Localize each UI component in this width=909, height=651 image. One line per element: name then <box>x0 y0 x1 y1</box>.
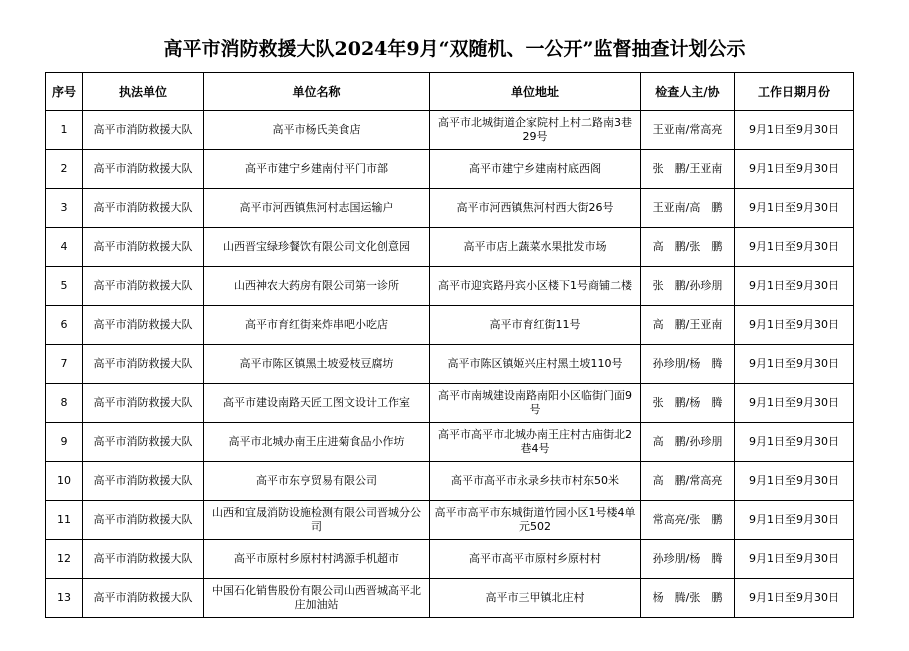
cell-address: 高平市育红街11号 <box>430 306 641 345</box>
cell-address: 高平市店上蔬菜水果批发市场 <box>430 228 641 267</box>
cell-inspector: 张 鹏/孙珍朋 <box>641 267 735 306</box>
table-row <box>46 150 854 189</box>
table-row <box>46 501 854 540</box>
cell-seq: 4 <box>46 228 83 267</box>
cell-seq: 8 <box>46 384 83 423</box>
cell-inspector: 张 鹏/杨 腾 <box>641 384 735 423</box>
cell-inspector: 高 鹏/常高亮 <box>641 462 735 501</box>
cell-inspector: 王亚南/常高亮 <box>641 111 735 150</box>
cell-name: 高平市建宁乡建南付平门市部 <box>204 150 430 189</box>
cell-unit: 高平市消防救援大队 <box>83 189 204 228</box>
cell-unit: 高平市消防救援大队 <box>83 228 204 267</box>
cell-seq: 7 <box>46 345 83 384</box>
inspection-plan-table <box>45 72 854 618</box>
cell-seq: 2 <box>46 150 83 189</box>
cell-unit: 高平市消防救援大队 <box>83 462 204 501</box>
cell-unit: 高平市消防救援大队 <box>83 150 204 189</box>
table-row <box>46 423 854 462</box>
cell-address: 高平市高平市北城办南王庄村古庙街北2巷4号 <box>430 423 641 462</box>
page-title: 高平市消防救援大队2024年9月“双随机、一公开”监督抽查计划公示 <box>163 38 746 60</box>
cell-inspector: 高 鹏/张 鹏 <box>641 228 735 267</box>
cell-address: 高平市高平市永录乡扶市村东50米 <box>430 462 641 501</box>
cell-unit: 高平市消防救援大队 <box>83 306 204 345</box>
cell-address: 高平市南城建设南路南阳小区临街门面9号 <box>430 384 641 423</box>
cell-unit: 高平市消防救援大队 <box>83 423 204 462</box>
cell-period: 9月1日至9月30日 <box>735 150 854 189</box>
cell-period: 9月1日至9月30日 <box>735 384 854 423</box>
cell-seq: 13 <box>46 579 83 618</box>
cell-address: 高平市迎宾路丹宾小区楼下1号商铺二楼 <box>430 267 641 306</box>
cell-period: 9月1日至9月30日 <box>735 111 854 150</box>
header-period: 工作日期月份 <box>735 73 854 111</box>
cell-name: 山西神农大药房有限公司第一诊所 <box>204 267 430 306</box>
cell-address: 高平市建宁乡建南村底西阁 <box>430 150 641 189</box>
cell-inspector: 王亚南/高 鹏 <box>641 189 735 228</box>
cell-address: 高平市三甲镇北庄村 <box>430 579 641 618</box>
table-row <box>46 111 854 150</box>
header-name: 单位名称 <box>204 73 430 111</box>
table-row <box>46 345 854 384</box>
cell-period: 9月1日至9月30日 <box>735 189 854 228</box>
table-row <box>46 384 854 423</box>
table-row <box>46 228 854 267</box>
cell-unit: 高平市消防救援大队 <box>83 540 204 579</box>
header-seq: 序号 <box>46 73 83 111</box>
table-row <box>46 267 854 306</box>
cell-name: 高平市北城办南王庄进菊食品小作坊 <box>204 423 430 462</box>
cell-name: 高平市建设南路天匠工图文设计工作室 <box>204 384 430 423</box>
cell-period: 9月1日至9月30日 <box>735 462 854 501</box>
header-inspector: 检查人主/协 <box>641 73 735 111</box>
cell-seq: 12 <box>46 540 83 579</box>
table-row <box>46 579 854 618</box>
cell-address: 高平市河西镇焦河村西大街26号 <box>430 189 641 228</box>
cell-address: 高平市高平市原村乡原村村 <box>430 540 641 579</box>
cell-inspector: 孙珍朋/杨 腾 <box>641 345 735 384</box>
cell-seq: 1 <box>46 111 83 150</box>
cell-inspector: 张 鹏/王亚南 <box>641 150 735 189</box>
cell-name: 高平市河西镇焦河村志国运输户 <box>204 189 430 228</box>
cell-name: 高平市育红街来炸串吧小吃店 <box>204 306 430 345</box>
cell-inspector: 高 鹏/孙珍朋 <box>641 423 735 462</box>
cell-unit: 高平市消防救援大队 <box>83 384 204 423</box>
cell-address: 高平市陈区镇姬兴庄村黑土坡110号 <box>430 345 641 384</box>
cell-seq: 6 <box>46 306 83 345</box>
cell-period: 9月1日至9月30日 <box>735 345 854 384</box>
cell-name: 高平市东亨贸易有限公司 <box>204 462 430 501</box>
cell-seq: 3 <box>46 189 83 228</box>
cell-inspector: 孙珍朋/杨 腾 <box>641 540 735 579</box>
cell-period: 9月1日至9月30日 <box>735 228 854 267</box>
cell-period: 9月1日至9月30日 <box>735 423 854 462</box>
cell-name: 山西晋宝绿珍餐饮有限公司文化创意园 <box>204 228 430 267</box>
cell-address: 高平市高平市东城街道竹园小区1号楼4单元502 <box>430 501 641 540</box>
cell-unit: 高平市消防救援大队 <box>83 579 204 618</box>
cell-period: 9月1日至9月30日 <box>735 540 854 579</box>
table-row <box>46 540 854 579</box>
cell-name: 高平市原村乡原村村鸿源手机超市 <box>204 540 430 579</box>
cell-seq: 5 <box>46 267 83 306</box>
cell-unit: 高平市消防救援大队 <box>83 267 204 306</box>
cell-inspector: 杨 腾/张 鹏 <box>641 579 735 618</box>
cell-address: 高平市北城街道企家院村上村二路南3巷29号 <box>430 111 641 150</box>
header-address: 单位地址 <box>430 73 641 111</box>
cell-seq: 10 <box>46 462 83 501</box>
cell-period: 9月1日至9月30日 <box>735 501 854 540</box>
header-row <box>46 73 854 111</box>
cell-inspector: 常高亮/张 鹏 <box>641 501 735 540</box>
table-row <box>46 189 854 228</box>
table-row <box>46 462 854 501</box>
cell-name: 高平市陈区镇黑土坡爱枝豆腐坊 <box>204 345 430 384</box>
cell-unit: 高平市消防救援大队 <box>83 111 204 150</box>
cell-period: 9月1日至9月30日 <box>735 579 854 618</box>
cell-seq: 9 <box>46 423 83 462</box>
cell-inspector: 高 鹏/王亚南 <box>641 306 735 345</box>
cell-name: 山西和宜晟消防设施检测有限公司晋城分公司 <box>204 501 430 540</box>
cell-period: 9月1日至9月30日 <box>735 306 854 345</box>
cell-name: 高平市杨氏美食店 <box>204 111 430 150</box>
cell-period: 9月1日至9月30日 <box>735 267 854 306</box>
cell-unit: 高平市消防救援大队 <box>83 345 204 384</box>
header-unit: 执法单位 <box>83 73 204 111</box>
cell-seq: 11 <box>46 501 83 540</box>
cell-unit: 高平市消防救援大队 <box>83 501 204 540</box>
table-row <box>46 306 854 345</box>
cell-name: 中国石化销售股份有限公司山西晋城高平北庄加油站 <box>204 579 430 618</box>
